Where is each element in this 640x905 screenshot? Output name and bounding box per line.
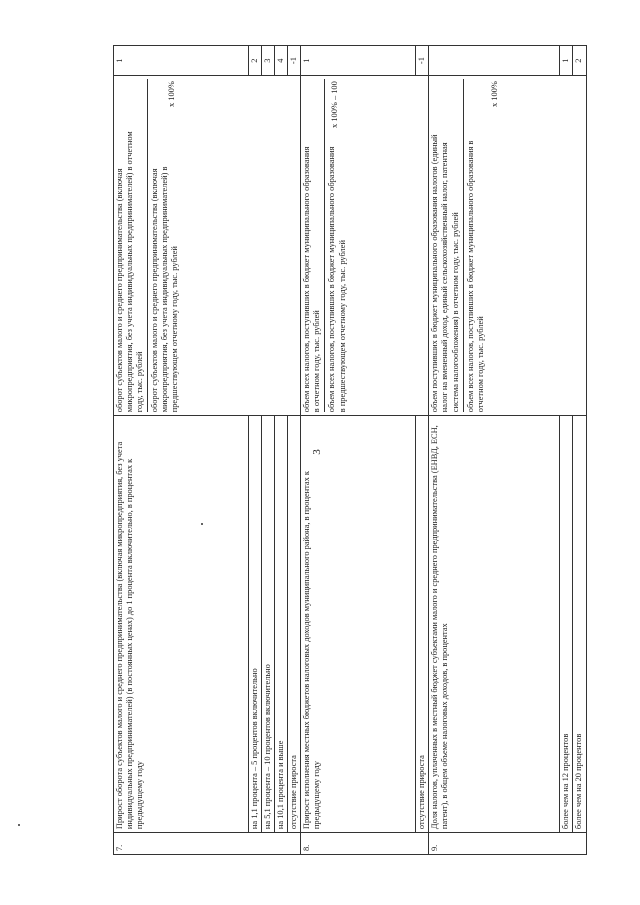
criterion-name: отсутствие прироста [288, 416, 301, 833]
score: -1 [416, 46, 429, 76]
row-number: 7. [114, 833, 301, 855]
criterion-name: Прирост исполнения местных бюджетов налоговых доходов муниципального района, в процентах к предыдущему году [301, 416, 416, 833]
score: 1 [560, 46, 573, 76]
score [429, 46, 560, 76]
formula-denominator: объем всех налогов, поступивших в бюджет муниципального образования в отчетном году, тыс. рублей [463, 79, 486, 412]
table-row [429, 46, 560, 855]
formula-cell [114, 76, 301, 416]
page-number: 3 [310, 449, 323, 455]
criterion-name: более чем на 12 процентов [560, 416, 573, 833]
scan-speck [18, 824, 20, 826]
formula-numerator: объем всех налогов, поступивших в бюджет муниципального образования в отчетном году, тыс. рублей [302, 146, 322, 413]
formula-denominator: объем всех налогов, поступивших в бюджет муниципального образования в предшествующем отчетному году, тыс. рублей [324, 79, 347, 412]
criterion-name: на 10,1 процента и выше [275, 416, 288, 833]
formula-cell [301, 76, 429, 416]
score: -1 [288, 46, 301, 76]
row-number: 8. [301, 833, 429, 855]
criterion-name: на 1,1 процента – 5 процентов включительно [249, 416, 262, 833]
criterion-name: отсутствие прироста [416, 416, 429, 833]
formula-cell [429, 76, 586, 416]
table-row [301, 46, 416, 855]
score: 1 [301, 46, 416, 76]
formula-denominator: оборот субъектов малого и среднего предпринимательства (включая микропредприятия, без учета индивидуальных предпринимателей) в предшествующем отчетному году, тыс. рублей [147, 79, 180, 412]
criterion-name: Прирост оборота субъектов малого и среднего предпринимательства (включая микропредприятия, без учета индивидуальных предпринимателей) (в постоянных ценах) до 1 процента включительно, в процентах к предыдущему году [114, 416, 249, 833]
score: 2 [573, 46, 586, 76]
score: 1 [114, 46, 249, 76]
formula-numerator: объем поступивших в бюджет муниципального образования налогов (единый налог на вмененный доход, единый сельскохозяйственный налог, патентная система налогообложения) в отчетном году, тыс. рублей [430, 134, 460, 413]
score: 2 [249, 46, 262, 76]
formula-multiplier: x 100% [167, 81, 176, 108]
criterion-name: более чем на 20 процентов [573, 416, 586, 833]
formula-numerator: оборот субъектов малого и среднего предпринимательства (включая микропредприятия, без учета индивидуальных предпринимателей) в отчетном году, тыс. рублей [115, 131, 145, 413]
rotated-table-container [113, 45, 583, 855]
formula-multiplier: x 100% [490, 81, 500, 108]
criterion-name: на 5,1 процента – 10 процентов включительно [262, 416, 275, 833]
formula-multiplier: x 100% – 100 [330, 81, 340, 128]
table-row [114, 46, 249, 855]
score: 4 [275, 46, 288, 76]
row-number: 9. [429, 833, 586, 855]
score: 3 [262, 46, 275, 76]
criterion-name: Доля налогов, уплаченных в местный бюджет субъектами малого и среднего предпринимательства (ЕНВД, ЕСН, патент), в общем объеме налоговых доходов, в процентах [429, 416, 560, 833]
criteria-table [113, 45, 587, 855]
